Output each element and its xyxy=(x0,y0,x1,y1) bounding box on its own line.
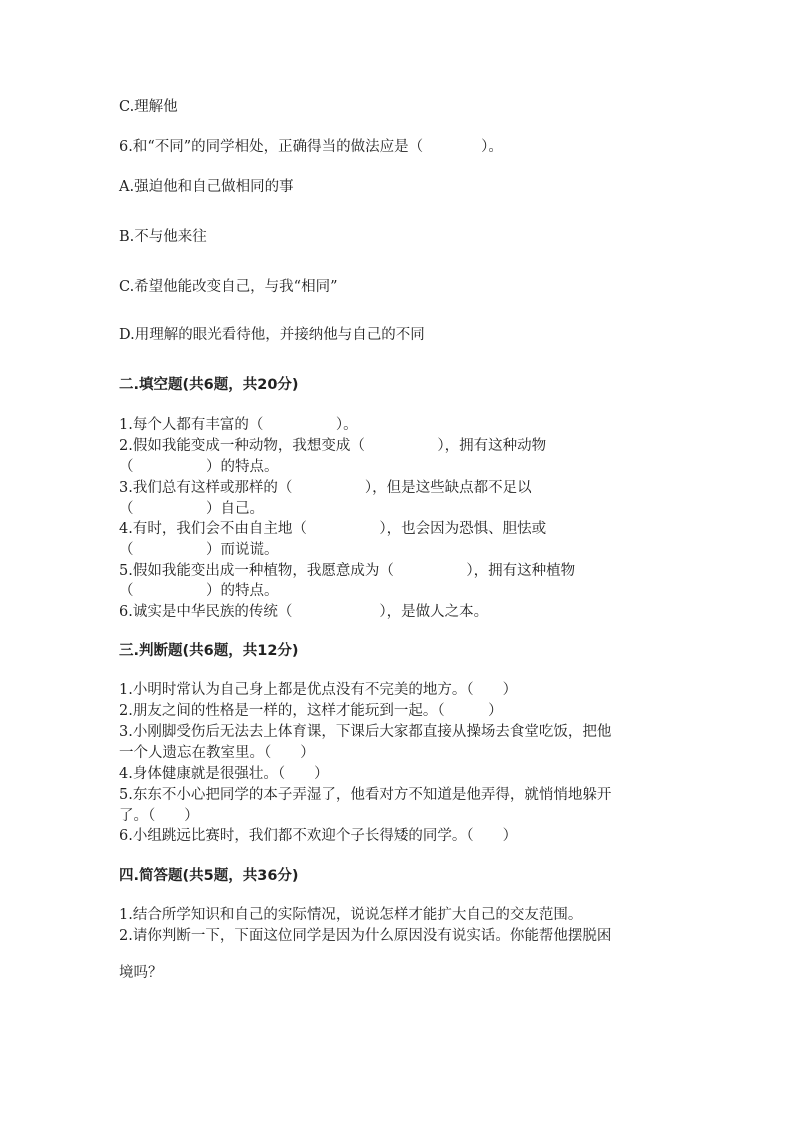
true-false-line: 4.身体健康就是很强壮。（ ） xyxy=(119,766,329,782)
section-fill-blank-heading: 二.填空题(共6题，共20分) xyxy=(119,377,299,393)
fill-blank-line: （ ）自己。 xyxy=(119,501,264,517)
fill-blank-line: （ ）的特点。 xyxy=(119,459,279,475)
true-false-line: 3.小刚脚受伤后无法去上体育课，下课后大家都直接从操场去食堂吃饭，把他 xyxy=(119,724,612,740)
question-6-option-d: D.用理解的眼光看待他，并接纳他与自己的不同 xyxy=(119,327,425,343)
section-short-answer-heading: 四.简答题(共5题，共36分) xyxy=(119,868,299,884)
true-false-line: 了。（ ） xyxy=(119,808,199,824)
true-false-line: 2.朋友之间的性格是一样的，这样才能玩到一起。（ ） xyxy=(119,703,503,719)
fill-blank-line: 1.每个人都有丰富的（ ）。 xyxy=(119,417,358,433)
true-false-line: 1.小明时常认为自己身上都是优点没有不完美的地方。（ ） xyxy=(119,682,518,698)
fill-blank-line: 3.我们总有这样或那样的（ ），但是这些缺点都不足以 xyxy=(119,480,532,496)
question-6-option-c: C.希望他能改变自己，与我“相同” xyxy=(119,279,338,295)
question-6-option-a: A.强迫他和自己做相同的事 xyxy=(119,179,294,195)
fill-blank-line: 2.假如我能变成一种动物，我想变成（ ），拥有这种动物 xyxy=(119,438,547,454)
fill-blank-line: 5.假如我能变出成一种植物，我愿意成为（ ），拥有这种植物 xyxy=(119,563,576,579)
short-answer-line: 2.请你判断一下，下面这位同学是因为什么原因没有说实话。你能帮他摆脱困 xyxy=(119,928,612,944)
question-5-option-c: C.理解他 xyxy=(119,99,178,115)
question-6-option-b: B.不与他来往 xyxy=(119,229,207,245)
short-answer-continuation: 境吗？ xyxy=(119,965,163,981)
true-false-line: 6.小组跳远比赛时，我们都不欢迎个子长得矮的同学。（ ） xyxy=(119,828,518,844)
true-false-line: 5.东东不小心把同学的本子弄湿了，他看对方不知道是他弄得，就悄悄地躲开 xyxy=(119,787,612,803)
fill-blank-line: （ ）而说谎。 xyxy=(119,542,279,558)
question-6-stem: 6.和“不同”的同学相处，正确得当的做法应是（ ）。 xyxy=(119,139,503,155)
fill-blank-line: 4.有时，我们会不由自主地（ ），也会因为恐惧、胆怯或 xyxy=(119,521,547,537)
fill-blank-line: 6.诚实是中华民族的传统（ ），是做人之本。 xyxy=(119,604,489,620)
section-true-false-heading: 三.判断题(共6题，共12分) xyxy=(119,643,299,659)
true-false-line: 一个人遗忘在教室里。（ ） xyxy=(119,745,315,761)
fill-blank-line: （ ）的特点。 xyxy=(119,583,279,599)
short-answer-line: 1.结合所学知识和自己的实际情况，说说怎样才能扩大自己的交友范围。 xyxy=(119,907,583,923)
